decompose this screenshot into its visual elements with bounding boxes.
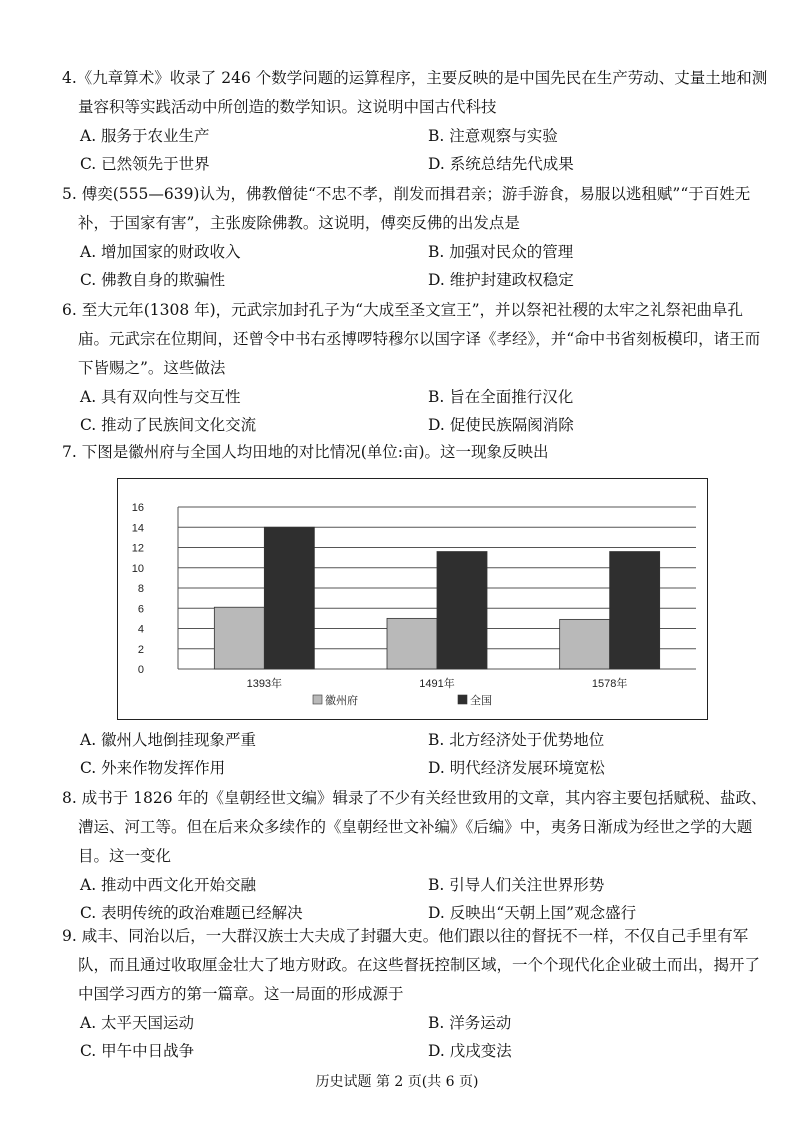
question-6 (62, 296, 774, 439)
option-c[interactable]: C. 表明传统的政治难题已经解决 (80, 904, 303, 922)
question-7-options (62, 726, 774, 782)
page-footer: 历史试题 第 2 页(共 6 页) (315, 1074, 479, 1090)
option-a[interactable]: A. 服务于农业生产 (80, 127, 210, 145)
legend-label: 徽州府 (325, 695, 358, 707)
question-stem: 5. 傅奕(555—639)认为，佛教僧徒“不忠不孝，削发而揖君亲；游手游食，易服以逃租赋”“于百姓无补，于国家有害”，主张废除佛教。这说明，傅奕反佛的出发点是 (62, 185, 751, 232)
y-tick-label: 4 (137, 623, 144, 636)
y-tick-label: 8 (137, 583, 144, 595)
option-c[interactable]: C. 佛教自身的欺骗性 (80, 271, 226, 289)
y-tick-label: 6 (137, 603, 144, 616)
y-tick-label: 2 (137, 643, 144, 656)
options (80, 726, 774, 782)
options (80, 1009, 774, 1065)
options (80, 238, 774, 294)
question-5 (62, 180, 774, 294)
legend-swatch-huizhou (313, 695, 322, 704)
question-stem: 4.《九章算术》收录了 246 个数学问题的运算程序，主要反映的是中国先民在生产劳动、丈量土地和测量容积等实践活动中所创造的数学知识。这说明中国古代科技 (62, 69, 768, 116)
y-tick-label: 0 (137, 664, 144, 676)
legend-swatch-national (458, 695, 467, 704)
legend-label: 全国 (470, 695, 492, 707)
question-stem: 9. 咸丰、同治以后，一大群汉族士大夫成了封疆大吏。他们跟以往的督抚不一样，不仅自己手里有军队，而且通过收取厘金壮大了地方财政。在这些督抚控制区域，一个个现代化企业破土而出，揭开了中国学习西方的第一篇章。这一局面的形成源于 (62, 927, 761, 1003)
option-c[interactable]: C. 已然领先于世界 (80, 155, 210, 173)
options (80, 383, 774, 439)
question-8 (62, 784, 774, 927)
question-stem: 8. 成书于 1826 年的《皇朝经世文编》辑录了不少有关经世致用的文章，其内容主要包括赋税、盐政、漕运、河工等。但在后来众多续作的《皇朝经世文补编》《后编》中，夷务日渐成为经世之学的大题目。这一变化 (62, 789, 767, 865)
option-a[interactable]: A. 推动中西文化开始交融 (80, 876, 257, 894)
bar-national (264, 527, 314, 669)
option-c[interactable]: C. 外来作物发挥作用 (80, 759, 226, 777)
option-d[interactable]: D. 戊戌变法 (428, 1042, 512, 1060)
question-9 (62, 922, 774, 1065)
question-7 (62, 438, 774, 467)
option-a[interactable]: A. 具有双向性与交互性 (80, 388, 241, 406)
option-a[interactable]: A. 太平天国运动 (80, 1014, 195, 1032)
option-d[interactable]: D. 系统总结先代成果 (428, 155, 574, 173)
option-d[interactable]: D. 明代经济发展环境宽松 (428, 759, 605, 777)
option-a[interactable]: A. 增加国家的财政收入 (80, 243, 241, 261)
bar-chart (117, 478, 708, 720)
option-d[interactable]: D. 维护封建政权稳定 (428, 271, 574, 289)
option-b[interactable]: B. 旨在全面推行汉化 (428, 388, 574, 406)
bar-huizhou (560, 619, 610, 669)
question-4 (62, 64, 774, 178)
option-b[interactable]: B. 加强对民众的管理 (428, 243, 574, 261)
x-tick-label: 1491年 (419, 678, 455, 690)
option-d[interactable]: D. 反映出“天朝上国”观念盛行 (428, 904, 637, 922)
y-tick-label: 12 (131, 542, 144, 555)
options (80, 122, 774, 178)
bar-chart-svg (118, 479, 706, 718)
y-tick-label: 16 (131, 502, 144, 514)
option-c[interactable]: C. 推动了民族间文化交流 (80, 416, 257, 434)
bar-national (437, 552, 487, 669)
x-tick-label: 1393年 (246, 678, 283, 690)
option-b[interactable]: B. 洋务运动 (428, 1014, 512, 1032)
option-a[interactable]: A. 徽州人地倒挂现象严重 (80, 731, 257, 749)
option-b[interactable]: B. 引导人们关注世界形势 (428, 876, 605, 894)
options (80, 871, 774, 927)
option-b[interactable]: B. 北方经济处于优势地位 (428, 731, 605, 749)
bar-huizhou (214, 607, 264, 669)
question-stem: 7. 下图是徽州府与全国人均田地的对比情况(单位:亩)。这一现象反映出 (62, 443, 549, 461)
question-stem: 6. 至大元年(1308 年)，元武宗加封孔子为“大成至圣文宣王”，并以祭祀社稷的太牢之礼祭祀曲阜孔庙。元武宗在位期间，还曾令中书右丞博啰特穆尔以国字译《孝经》，并“命中书省刻板模印，诸王而下皆赐之”。这些做法 (62, 301, 761, 377)
option-b[interactable]: B. 注意观察与实验 (428, 127, 558, 145)
option-d[interactable]: D. 促使民族隔阂消除 (428, 416, 574, 434)
bar-national (610, 552, 660, 669)
bar-huizhou (387, 618, 437, 669)
option-c[interactable]: C. 甲午中日战争 (80, 1042, 195, 1060)
x-tick-label: 1578年 (591, 678, 628, 690)
y-tick-label: 10 (131, 562, 144, 575)
y-tick-label: 14 (131, 522, 144, 535)
